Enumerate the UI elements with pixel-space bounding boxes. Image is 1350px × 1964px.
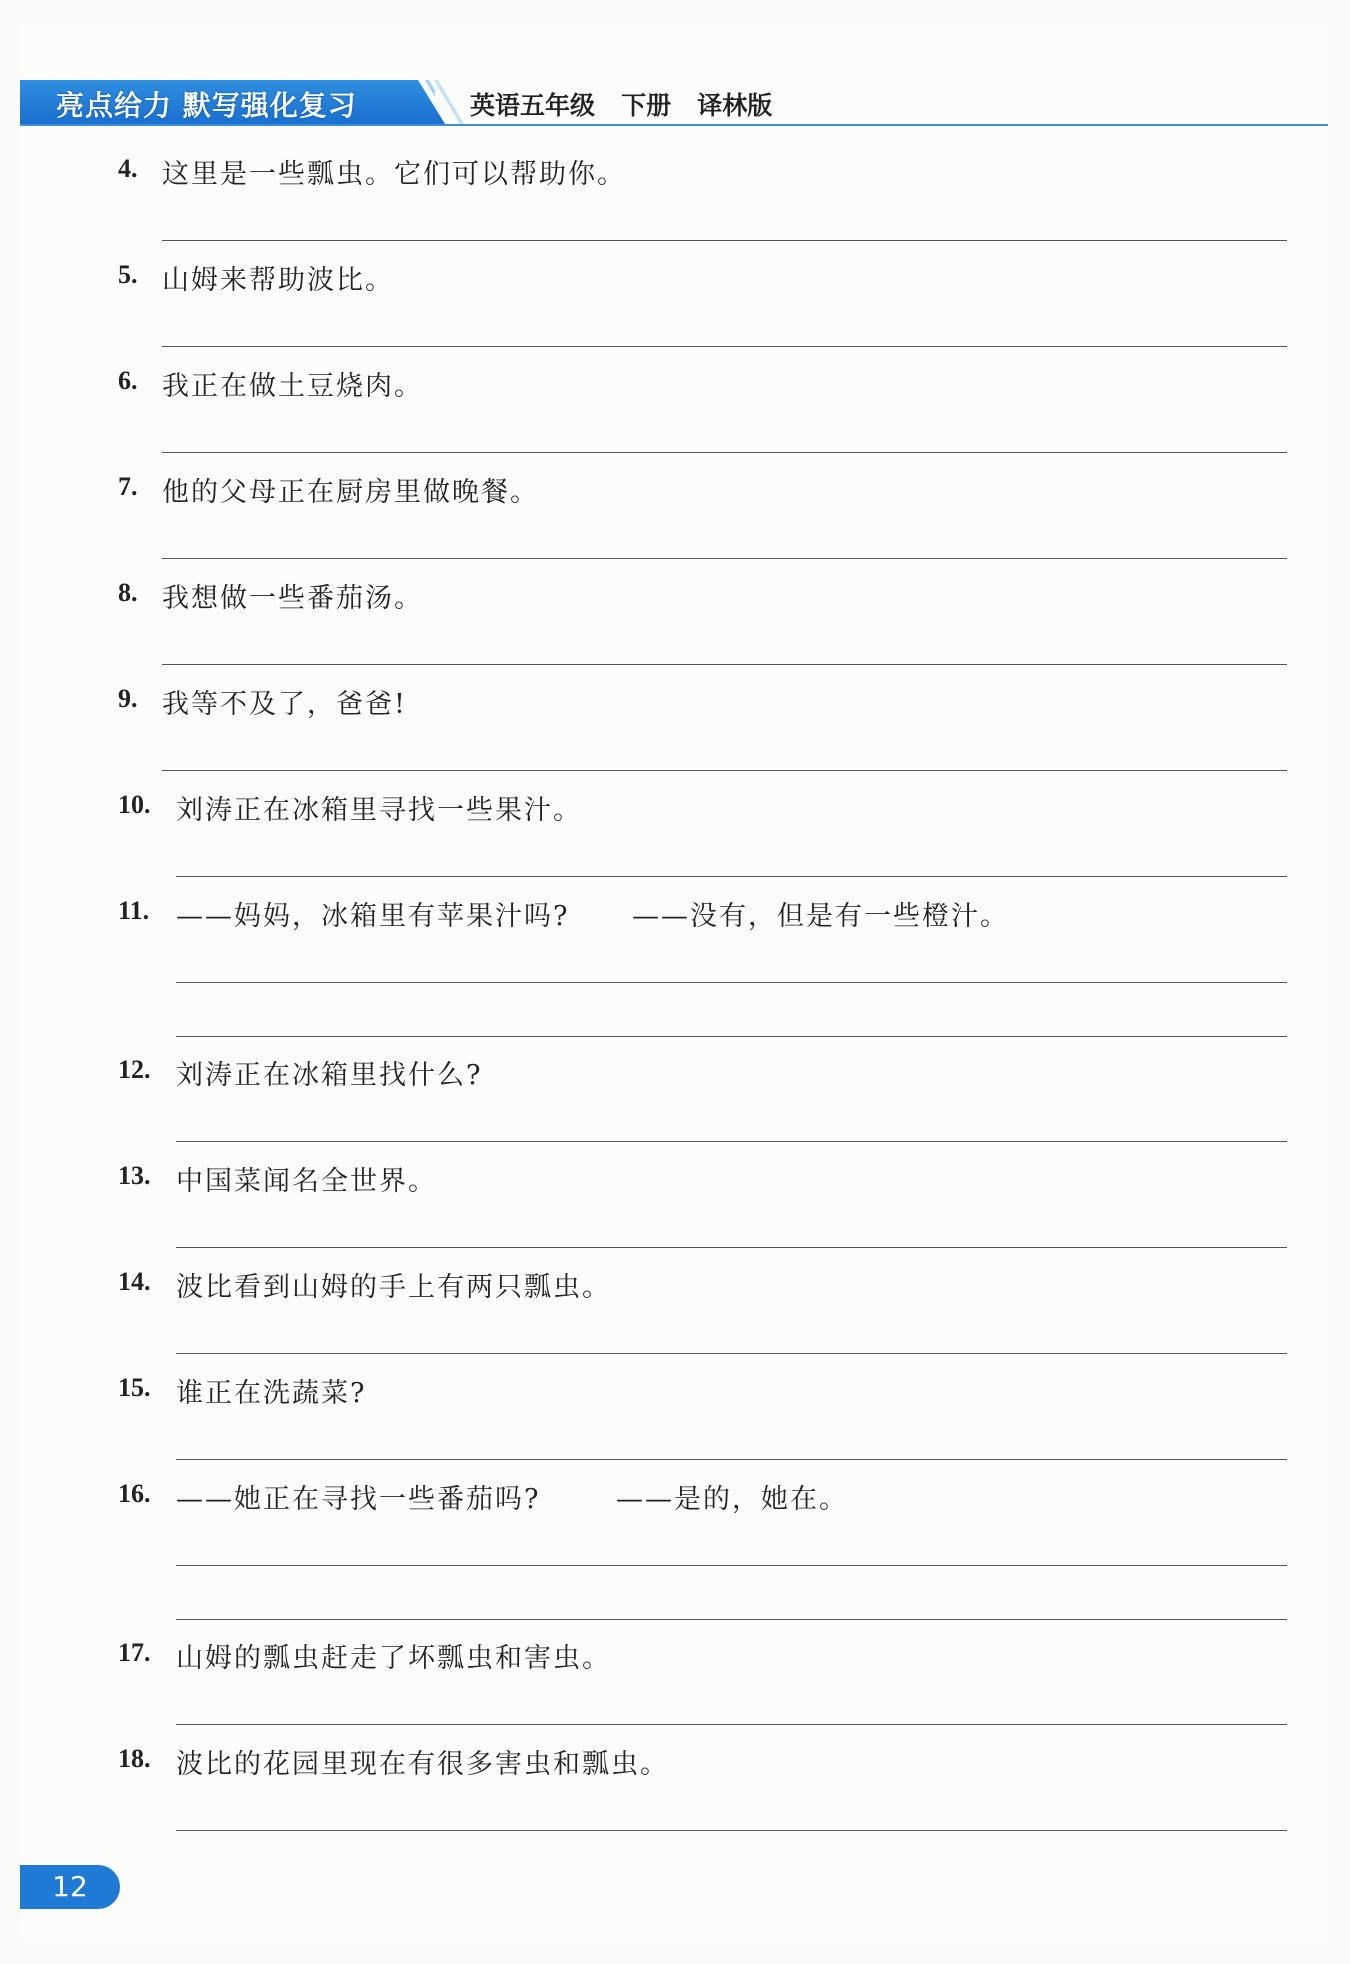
question-number: 6. bbox=[118, 366, 138, 395]
question-number: 18. bbox=[118, 1744, 151, 1773]
answer-prompt-text: ——没有，但是有一些橙汁。 bbox=[632, 901, 1009, 932]
question-text: 山姆的瓢虫赶走了坏瓢虫和害虫。 bbox=[176, 1643, 611, 1674]
question-text: 谁正在洗蔬菜? bbox=[176, 1378, 367, 1409]
question-text: 他的父母正在厨房里做晚餐。 bbox=[162, 477, 539, 508]
question-number: 10. bbox=[118, 790, 151, 819]
page-header bbox=[20, 80, 1328, 124]
answer-line[interactable] bbox=[162, 240, 1287, 241]
question-number: 7. bbox=[118, 472, 138, 501]
question-number: 16. bbox=[118, 1479, 151, 1508]
answer-line[interactable] bbox=[176, 982, 1287, 983]
question-number: 11. bbox=[118, 896, 150, 925]
answer-prompt-text: ——是的，她在。 bbox=[616, 1484, 848, 1515]
question-number: 17. bbox=[118, 1638, 151, 1667]
page-number: 12 bbox=[20, 1865, 120, 1909]
question-text: 我想做一些番茄汤。 bbox=[162, 583, 423, 614]
question-number: 15. bbox=[118, 1373, 151, 1402]
question-text: ——她正在寻找一些番茄吗? bbox=[176, 1484, 541, 1515]
question-text: 我正在做土豆烧肉。 bbox=[162, 371, 423, 402]
answer-line[interactable] bbox=[176, 1459, 1287, 1460]
book-subtitle: 英语五年级 下册 译林版 bbox=[470, 91, 773, 120]
answer-line[interactable] bbox=[176, 1724, 1287, 1725]
question-text: 山姆来帮助波比。 bbox=[162, 265, 394, 296]
question-number: 9. bbox=[118, 684, 138, 713]
question-number: 8. bbox=[118, 578, 138, 607]
question-number: 4. bbox=[118, 154, 138, 183]
answer-line[interactable] bbox=[176, 1619, 1287, 1620]
question-text: 刘涛正在冰箱里找什么? bbox=[176, 1060, 483, 1091]
question-text: 我等不及了，爸爸! bbox=[162, 689, 407, 720]
question-text: ——妈妈，冰箱里有苹果汁吗? bbox=[176, 901, 570, 932]
header-rule bbox=[20, 124, 1328, 126]
answer-line[interactable] bbox=[176, 1247, 1287, 1248]
question-number: 13. bbox=[118, 1161, 151, 1190]
answer-line[interactable] bbox=[162, 346, 1287, 347]
answer-line[interactable] bbox=[162, 770, 1287, 771]
answer-line[interactable] bbox=[176, 1141, 1287, 1142]
answer-line[interactable] bbox=[176, 1036, 1287, 1037]
answer-line[interactable] bbox=[176, 876, 1287, 877]
question-text: 中国菜闻名全世界。 bbox=[176, 1166, 437, 1197]
question-number: 5. bbox=[118, 260, 138, 289]
answer-line[interactable] bbox=[162, 452, 1287, 453]
answer-line[interactable] bbox=[176, 1830, 1287, 1831]
answer-line[interactable] bbox=[176, 1353, 1287, 1354]
question-number: 14. bbox=[118, 1267, 151, 1296]
question-text: 这里是一些瓢虫。它们可以帮助你。 bbox=[162, 159, 626, 190]
question-text: 刘涛正在冰箱里寻找一些果汁。 bbox=[176, 795, 582, 826]
answer-line[interactable] bbox=[162, 664, 1287, 665]
banner-title: 亮点给力 默写强化复习 bbox=[56, 89, 357, 122]
question-number: 12. bbox=[118, 1055, 151, 1084]
answer-line[interactable] bbox=[162, 558, 1287, 559]
question-text: 波比的花园里现在有很多害虫和瓢虫。 bbox=[176, 1749, 669, 1780]
answer-line[interactable] bbox=[176, 1565, 1287, 1566]
question-text: 波比看到山姆的手上有两只瓢虫。 bbox=[176, 1272, 611, 1303]
